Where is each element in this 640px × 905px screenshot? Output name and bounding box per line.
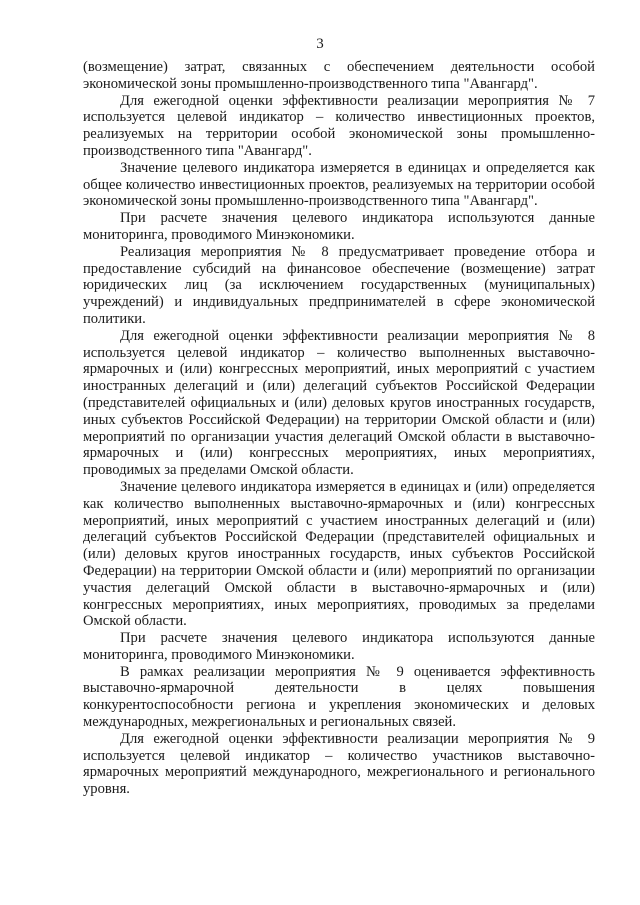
paragraph: Для ежегодной оценки эффективности реализации мероприятия № 7 используется целевой индикатор – количество инвестиционных проектов, реализуемых на территории особой экономической зоны промышленно-производственного типа "Авангард". bbox=[83, 92, 595, 159]
paragraph: (возмещение) затрат, связанных с обеспечением деятельности особой экономической зоны промышленно-производственного типа "Авангард". bbox=[83, 59, 595, 92]
paragraph: Значение целевого индикатора измеряется в единицах и (или) определяется как количество выполненных выставочно-ярмарочных и (или) конгрессных мероприятий, иных мероприятий с участием иностранных делегаций и (или) делегаций субъектов Российской Федерации (представителей официальных и (или) деловых кругов иностранных государств, иных субъектов Российской Федерации) на территории Омской области и (или) мероприятий по организации участия делегаций Омской области в выставочно-ярмарочных и (или) конгрессных мероприятиях, иных мероприятиях, проводимых за пределами Омской области. bbox=[83, 478, 595, 630]
paragraph: Значение целевого индикатора измеряется в единицах и определяется как общее количество инвестиционных проектов, реализуемых на территории особой экономической зоны промышленно-производственного типа "Авангард". bbox=[83, 159, 595, 210]
paragraph: При расчете значения целевого индикатора используются данные мониторинга, проводимого Минэкономики. bbox=[83, 630, 595, 663]
page-number: 3 bbox=[316, 36, 324, 52]
paragraph: Для ежегодной оценки эффективности реализации мероприятия № 9 используется целевой индикатор – количество участников выставочно-ярмарочных мероприятий международного, межрегионального и регионального уровня. bbox=[83, 730, 595, 798]
paragraph: В рамках реализации мероприятия № 9 оценивается эффективность выставочно-ярмарочной деятельности в целях повышения конкурентоспособности региона и укрепления экономических и деловых международных, межрегиональных и региональных связей. bbox=[83, 663, 595, 731]
document-body bbox=[83, 59, 595, 798]
paragraph: Реализация мероприятия № 8 предусматривает проведение отбора и предоставление субсидий на финансовое обеспечение (возмещение) затрат юридических лиц (за исключением государственных (муниципальных) учреждений) и индивидуальных предпринимателей в сфере экономической политики. bbox=[83, 243, 595, 327]
paragraph: Для ежегодной оценки эффективности реализации мероприятия № 8 используется целевой индикатор – количество выполненных выставочно-ярмарочных и (или) конгрессных мероприятий, иных мероприятий с участием иностранных делегаций и (или) делегаций субъектов Российской Федерации (представителей официальных и (или) деловых кругов иностранных государств, иных субъектов Российской Федерации) на территории Омской области и (или) мероприятий по организации участия делегаций Омской области в выставочно-ярмарочных и (или) конгрессных мероприятиях, иных мероприятиях, проводимых за пределами Омской области. bbox=[83, 327, 595, 479]
paragraph: При расчете значения целевого индикатора используются данные мониторинга, проводимого Минэкономики. bbox=[83, 210, 595, 243]
